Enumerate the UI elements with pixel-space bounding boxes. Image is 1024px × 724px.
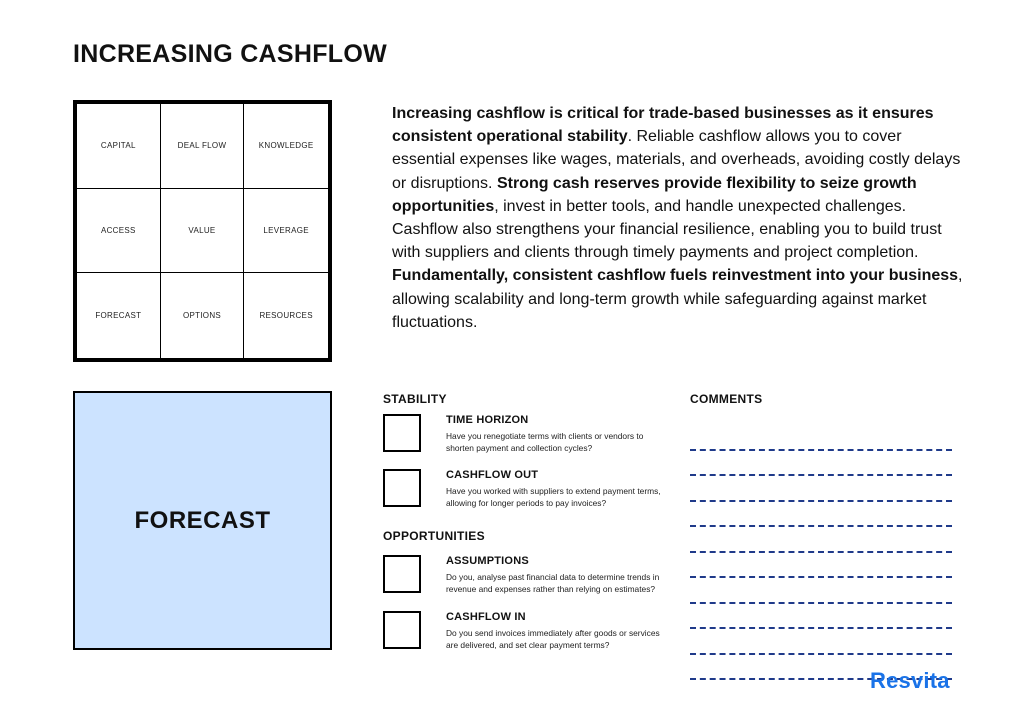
- comment-lines[interactable]: [690, 425, 952, 680]
- grid-cell-capital: CAPITAL: [77, 104, 161, 189]
- resvita-logo: Resvita: [870, 668, 950, 693]
- grid-cell-options: OPTIONS: [161, 273, 245, 358]
- intro-paragraph: [392, 102, 967, 334]
- comment-line[interactable]: [690, 425, 952, 451]
- opportunities-heading: OPPORTUNITIES: [383, 529, 485, 543]
- grid-cell-value: VALUE: [161, 189, 245, 274]
- grid-cell-forecast: FORECAST: [77, 273, 161, 358]
- item-description: Do you send invoices immediately after goods or services are delivered, and set clear payment terms?: [446, 628, 660, 650]
- intro-bold-1: Increasing cashflow is critical for trade-based businesses as it ensures consistent operational stability: [392, 105, 934, 146]
- item-description: Do you, analyse past financial data to determine trends in revenue and expenses rather than relying on estimates?: [446, 572, 660, 594]
- forecast-panel: [73, 391, 332, 650]
- grid-cell-leverage: LEVERAGE: [244, 189, 328, 274]
- checkbox[interactable]: [383, 414, 421, 452]
- grid-cell-resources: RESOURCES: [259, 311, 313, 321]
- forecast-label: FORECAST: [134, 506, 271, 534]
- item-description: Have you renegotiate terms with clients or vendors to shorten payment and collection cycles?: [446, 431, 644, 453]
- checkbox[interactable]: [383, 555, 421, 593]
- item-title: CASHFLOW OUT: [446, 469, 539, 481]
- comment-line[interactable]: [690, 604, 952, 630]
- comment-line[interactable]: [690, 451, 952, 477]
- comment-line[interactable]: [690, 553, 952, 579]
- intro-text-1: . Reliable cashflow allows you to cover essential expenses like wages, materials, and overheads, avoiding costly delays or disruptions.: [392, 128, 961, 192]
- intro-text-3: , allowing scalability and long-term growth while safeguarding against market fluctuations.: [392, 267, 963, 331]
- intro-bold-2: Strong cash reserves provide flexibility to seize growth opportunities: [392, 174, 917, 215]
- page-title: INCREASING CASHFLOW: [73, 40, 388, 68]
- intro-text-2: , invest in better tools, and handle unexpected challenges. Cashflow also strengthens your financial resilience, enabling you to build trust with suppliers and clients through timely payments and project completion.: [392, 197, 942, 262]
- comment-line[interactable]: [690, 476, 952, 502]
- intro-bold-3: Fundamentally, consistent cashflow fuels reinvestment into your business: [392, 267, 959, 285]
- item-title: ASSUMPTIONS: [446, 555, 529, 567]
- comment-line[interactable]: [690, 578, 952, 604]
- comment-line[interactable]: [690, 629, 952, 655]
- comment-line[interactable]: [690, 502, 952, 528]
- comments-heading: COMMENTS: [690, 392, 763, 406]
- item-title: TIME HORIZON: [446, 414, 529, 426]
- checkbox[interactable]: [383, 611, 421, 649]
- item-title: CASHFLOW IN: [446, 611, 526, 623]
- stability-heading: STABILITY: [383, 392, 447, 406]
- item-description: Have you worked with suppliers to extend payment terms, allowing for longer periods to pay invoices?: [446, 486, 661, 508]
- grid-cell-knowledge: KNOWLEDGE: [244, 104, 328, 189]
- comment-line[interactable]: [690, 527, 952, 553]
- grid-cell-access: ACCESS: [77, 189, 161, 274]
- grid-cell-deal-flow: DEAL FLOW: [161, 104, 245, 189]
- checkbox[interactable]: [383, 469, 421, 507]
- framework-grid: [73, 100, 332, 362]
